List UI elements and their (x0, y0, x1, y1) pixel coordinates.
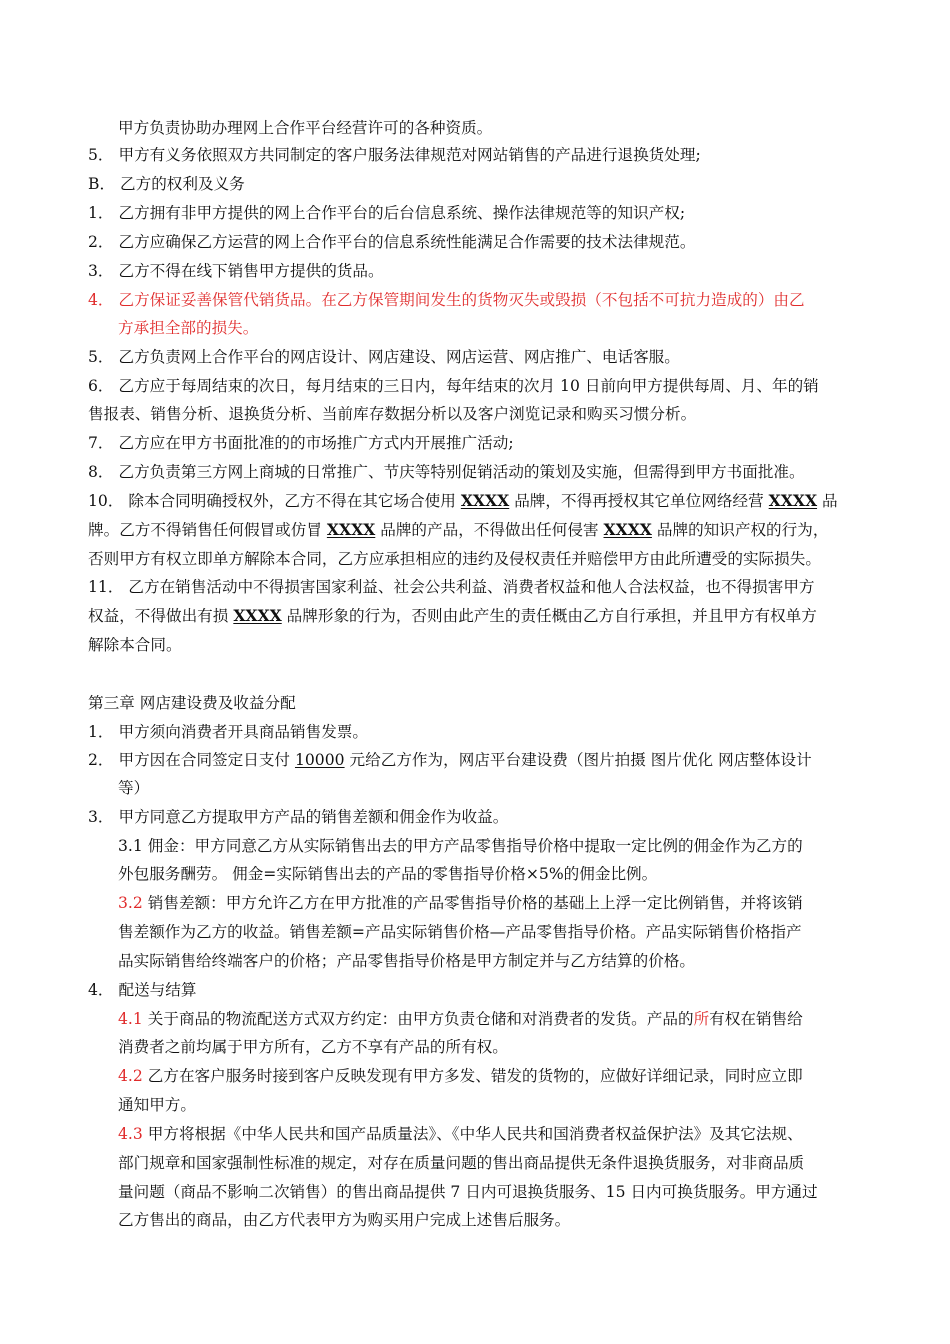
text: 等） (118, 779, 150, 797)
text: 品 (817, 492, 838, 510)
text: 通知甲方。 (118, 1096, 196, 1114)
brand-placeholder: XXXX (233, 606, 282, 625)
text: 关于商品的物流配送方式双方约定：由甲方负责仓储和对消费者的发货。产品的 (142, 1010, 694, 1028)
section-b-item-10-line-3 (88, 549, 821, 569)
section-b-item-6-line-1 (88, 376, 819, 396)
text: 部门规章和国家强制性标准的规定，对存在质量问题的售出商品提供无条件退换货服务，对非商品质 (118, 1154, 805, 1172)
section-b-item-8 (88, 462, 805, 482)
brand-placeholder: XXXX (603, 520, 652, 539)
brand-placeholder: XXXX (768, 491, 818, 510)
text: 售差额作为乙方的收益。销售差额=产品实际销售价格—产品零售指导价格。产品实际销售价格指产 (118, 923, 802, 941)
text: 元给乙方作为，网店平台建设费（图片拍摄 图片优化 网店整体设计 (344, 751, 812, 769)
text: 5． 乙方负责网上合作平台的网店设计、网店建设、网店运营、网店推广、电话客服。 (88, 348, 680, 366)
clause-number: 4.1 (118, 1010, 143, 1028)
section-b-item-11-line-1 (88, 577, 815, 597)
chapter-3-item-4-3-line-2 (118, 1153, 804, 1173)
chapter-3-item-4 (88, 980, 196, 1000)
text: 品实际销售给终端客户的价格；产品零售指导价格是甲方制定并与乙方结算的价格。 (118, 952, 695, 970)
clause-number: 4.2 (118, 1067, 143, 1085)
text: 1． 甲方须向消费者开具商品销售发票。 (88, 723, 368, 741)
text: 10． 除本合同明确授权外，乙方不得在其它场合使用 (88, 492, 461, 510)
text: 1． 乙方拥有非甲方提供的网上合作平台的后台信息系统、操作法律规范等的知识产权; (88, 204, 686, 222)
text: 6． 乙方应于每周结束的次日，每月结束的三日内，每年结束的次月 10 日前向甲方提供每周、月、年的销 (88, 377, 819, 395)
text: 否则甲方有权立即单方解除本合同，乙方应承担相应的违约及侵权责任并赔偿甲方由此所遭受的实际损失。 (88, 550, 821, 568)
text: 2． 甲方因在合同签定日支付 (88, 751, 295, 769)
section-b-item-4-line-1 (88, 290, 805, 310)
chapter-3-item-1 (88, 722, 368, 742)
text: 3.1 佣金：甲方同意乙方从实际销售出去的甲方产品零售指导价格中提取一定比例的佣金作为乙方的 (118, 837, 803, 855)
text: 外包服务酬劳。 佣金=实际销售出去的产品的零售指导价格×5%的佣金比例。 (118, 865, 658, 883)
section-b-item-7 (88, 433, 514, 453)
clause-number: 4.3 (118, 1125, 143, 1143)
text: 品牌，不得再授权其它单位网络经营 (509, 492, 769, 510)
chapter-3-item-3-2-line-3 (118, 951, 695, 971)
chapter-3-item-3-1-line-2 (118, 864, 657, 884)
section-a-item-5 (88, 145, 701, 165)
text: 7． 乙方应在甲方书面批准的的市场推广方式内开展推广活动; (88, 434, 514, 452)
text: 甲方将根据《中华人民共和国产品质量法》、《中华人民共和国消费者权益保护法》及其它法规、 (142, 1125, 803, 1143)
brand-placeholder: XXXX (326, 520, 376, 539)
chapter-3-item-3 (88, 807, 508, 827)
section-b-item-3 (88, 261, 384, 281)
chapter-3-item-4-3-line-1 (118, 1124, 803, 1144)
text: 售报表、销售分析、退换货分析、当前库存数据分析以及客户浏览记录和购买习惯分析。 (88, 405, 697, 423)
text: 5． 甲方有义务依照双方共同制定的客户服务法律规范对网站销售的产品进行退换货处理; (88, 146, 701, 164)
text: 品牌的产品，不得做出任何侵害 (375, 521, 604, 539)
text: 4． 乙方保证妥善保管代销货品。在乙方保管期间发生的货物灭失或毁损（不包括不可抗力造成的）由乙 (88, 291, 805, 309)
text: 8． 乙方负责第三方网上商城的日常推广、节庆等特别促销活动的策划及实施，但需得到甲方书面批准。 (88, 463, 805, 481)
section-b-item-10-line-2 (88, 520, 828, 540)
text: 乙方在客户服务时接到客户反映发现有甲方多发、错发的货物的，应做好详细记录，同时应立即 (142, 1067, 803, 1085)
text: 品牌的知识产权的行为， (651, 521, 829, 539)
text: 方承担全部的损失。 (118, 319, 259, 337)
chapter-3-item-4-1-line-2 (118, 1037, 508, 1057)
section-b-item-1 (88, 203, 685, 223)
text: 第三章 网店建设费及收益分配 (88, 694, 296, 712)
clause-number: 3.2 (118, 894, 143, 912)
text: 甲方负责协助办理网上合作平台经营许可的各种资质。 (118, 119, 493, 137)
text: 解除本合同。 (88, 636, 182, 654)
chapter-3-item-2-line-2 (118, 778, 149, 798)
text: 4． 配送与结算 (88, 981, 197, 999)
chapter-3-item-3-2-line-2 (118, 922, 802, 942)
chapter-3-item-4-2-line-2 (118, 1095, 196, 1115)
chapter-3-item-4-2-line-1 (118, 1066, 803, 1086)
chapter-3-item-3-1-line-1 (118, 836, 803, 856)
text: 牌。乙方不得销售任何假冒或仿冒 (88, 521, 327, 539)
text: 销售差额：甲方允许乙方在甲方批准的产品零售指导价格的基础上上浮一定比例销售，并将该销 (142, 894, 803, 912)
text: 量问题（商品不影响二次销售）的售出商品提供 7 日内可退换货服务、15 日内可换货服务。甲方通过 (118, 1183, 818, 1201)
chapter-3-item-4-1-line-1 (118, 1009, 803, 1029)
text: 11． 乙方在销售活动中不得损害国家利益、社会公共利益、消费者权益和他人合法权益，也不得损害甲方 (88, 578, 815, 596)
highlighted-char: 所 (693, 1010, 710, 1028)
text: 2． 乙方应确保乙方运营的网上合作平台的信息系统性能满足合作需要的技术法律规范。 (88, 233, 696, 251)
section-b-item-11-line-3 (88, 635, 182, 655)
section-b-item-5 (88, 347, 680, 367)
section-b-heading (88, 174, 245, 194)
text: 3． 甲方同意乙方提取甲方产品的销售差额和佣金作为收益。 (88, 808, 509, 826)
chapter-3-item-4-3-line-3 (118, 1182, 818, 1202)
chapter-3-item-4-3-line-4 (118, 1210, 570, 1230)
text: 有权在销售给 (709, 1010, 803, 1028)
section-a-continuation (118, 118, 492, 138)
text: 品牌形象的行为，否则由此产生的责任概由乙方自行承担，并且甲方有权单方 (281, 607, 817, 625)
text: 3． 乙方不得在线下销售甲方提供的货品。 (88, 262, 384, 280)
section-b-item-4-line-2 (118, 318, 258, 338)
section-b-item-6-line-2 (88, 404, 696, 424)
section-b-item-11-line-2 (88, 606, 817, 626)
chapter-3-item-3-2-line-1 (118, 893, 803, 913)
text: 权益，不得做出有损 (88, 607, 234, 625)
section-b-item-10-line-1 (88, 491, 838, 511)
chapter-3-item-2-line-1 (88, 750, 812, 770)
section-b-item-2 (88, 232, 695, 252)
chapter-3-heading (88, 693, 296, 713)
text: 乙方售出的商品，由乙方代表甲方为购买用户完成上述售后服务。 (118, 1211, 571, 1229)
text: 消费者之前均属于甲方所有，乙方不享有产品的所有权。 (118, 1038, 508, 1056)
text: B． 乙方的权利及义务 (88, 175, 245, 193)
amount-value: 10000 (294, 751, 345, 769)
brand-placeholder: XXXX (460, 491, 510, 510)
